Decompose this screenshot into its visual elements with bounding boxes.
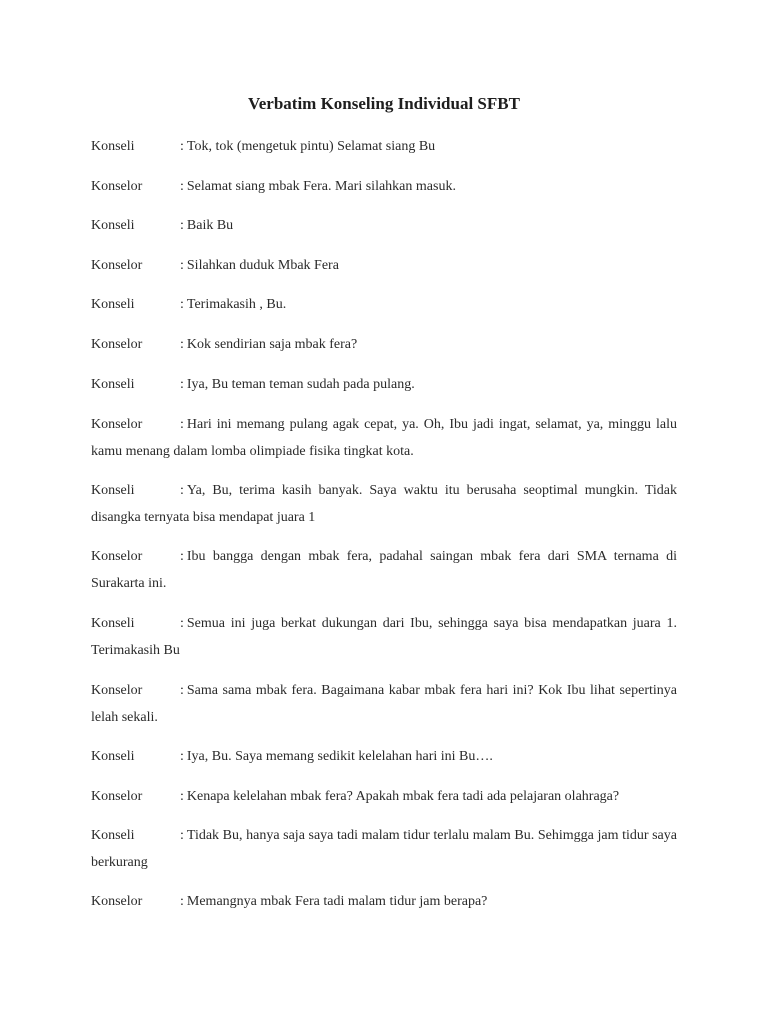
speaker-label: Konselor (91, 789, 143, 804)
speaker-label: Konseli (91, 377, 135, 392)
dialogue-line: Konseli : Tok, tok (mengetuk pintu) Selamat siang Bu (91, 133, 677, 160)
dialogue-line: Konseli : Semua ini juga berkat dukungan dari Ibu, sehingga saya bisa mendapatkan juara 1. Terimakasih Bu (91, 610, 677, 664)
dialogue-text: Tok, tok (mengetuk pintu) Selamat siang Bu (186, 139, 436, 154)
speaker-label: Konselor (91, 179, 143, 194)
dialogue-line: Konseli : Tidak Bu, hanya saja saya tadi malam tidur terlalu malam Bu. Sehimgga jam tidur saya berkurang (91, 822, 677, 876)
speaker-label: Konseli (91, 139, 135, 154)
dialogue-line: Konseli : Ya, Bu, terima kasih banyak. Saya waktu itu berusaha seoptimal mungkin. Tidak disangka ternyata bisa mendapat juara 1 (91, 477, 677, 531)
document-title: Verbatim Konseling Individual SFBT (248, 94, 520, 113)
dialogue-text: Baik Bu (186, 218, 234, 233)
dialogue-line: Konseli : Terimakasih , Bu. (91, 291, 677, 318)
dialogue-line: Konseli : Iya, Bu. Saya memang sedikit kelelahan hari ini Bu…. (91, 743, 677, 770)
speaker-label: Konseli (91, 616, 135, 631)
speaker-label: Konselor (91, 337, 143, 352)
speaker-label: Konseli (91, 297, 135, 312)
dialogue-text: Silahkan duduk Mbak Fera (186, 258, 339, 273)
dialogue-line: Konseli : Baik Bu (91, 212, 677, 239)
dialogue-line: Konselor : Kok sendirian saja mbak fera? (91, 331, 677, 358)
dialogue-line: Konselor : Kenapa kelelahan mbak fera? Apakah mbak fera tadi ada pelajaran olahraga? (91, 783, 677, 810)
dialogue-line: Konselor : Sama sama mbak fera. Bagaimana kabar mbak fera hari ini? Kok Ibu lihat sepertinya lelah sekali. (91, 677, 677, 731)
dialogue-line: Konselor : Silahkan duduk Mbak Fera (91, 252, 677, 279)
speaker-label: Konselor (91, 683, 143, 698)
speaker-label: Konselor (91, 549, 143, 564)
speaker-label: Konseli (91, 749, 135, 764)
dialogue-line: Konselor : Ibu bangga dengan mbak fera, padahal saingan mbak fera dari SMA ternama di Surakarta ini. (91, 543, 677, 597)
dialogue-text: Selamat siang mbak Fera. Mari silahkan masuk. (186, 179, 456, 194)
dialogue-text: Kok sendirian saja mbak fera? (186, 337, 358, 352)
dialogue-text: Iya, Bu. Saya memang sedikit kelelahan hari ini Bu…. (186, 749, 493, 764)
dialogue-text: Semua ini juga berkat dukungan dari Ibu, sehingga saya bisa mendapatkan juara 1. Terimakasih Bu (91, 616, 677, 658)
dialogue-text: Sama sama mbak fera. Bagaimana kabar mbak fera hari ini? Kok Ibu lihat sepertinya lelah sekali. (91, 683, 677, 725)
dialogue-text: Iya, Bu teman teman sudah pada pulang. (186, 377, 415, 392)
speaker-label: Konseli (91, 483, 135, 498)
dialogue-line: Konselor : Selamat siang mbak Fera. Mari silahkan masuk. (91, 173, 677, 200)
speaker-label: Konselor (91, 258, 143, 273)
dialogue-line: Konselor : Memangnya mbak Fera tadi malam tidur jam berapa? (91, 888, 677, 915)
dialogue-line: Konselor : Hari ini memang pulang agak cepat, ya. Oh, Ibu jadi ingat, selamat, ya, minggu lalu kamu menang dalam lomba olimpiade fisika tingkat kota. (91, 411, 677, 465)
dialogue-text: Ya, Bu, terima kasih banyak. Saya waktu itu berusaha seoptimal mungkin. Tidak disangka ternyata bisa mendapat juara 1 (91, 483, 677, 525)
dialogue-text: Hari ini memang pulang agak cepat, ya. Oh, Ibu jadi ingat, selamat, ya, minggu lalu kamu menang dalam lomba olimpiade fisika tingkat kota. (91, 417, 677, 459)
dialogue-line: Konseli : Iya, Bu teman teman sudah pada pulang. (91, 371, 677, 398)
dialogue-text: Terimakasih , Bu. (186, 297, 287, 312)
speaker-label: Konseli (91, 828, 135, 843)
dialogue-text: Memangnya mbak Fera tadi malam tidur jam berapa? (186, 894, 488, 909)
speaker-label: Konseli (91, 218, 135, 233)
speaker-label: Konselor (91, 417, 143, 432)
speaker-label: Konselor (91, 894, 143, 909)
dialogue-text: Ibu bangga dengan mbak fera, padahal saingan mbak fera dari SMA ternama di Surakarta ini. (91, 549, 677, 591)
dialogue-text: Kenapa kelelahan mbak fera? Apakah mbak fera tadi ada pelajaran olahraga? (186, 789, 620, 804)
dialogue-text: Tidak Bu, hanya saja saya tadi malam tidur terlalu malam Bu. Sehimgga jam tidur saya berkurang (91, 828, 677, 870)
